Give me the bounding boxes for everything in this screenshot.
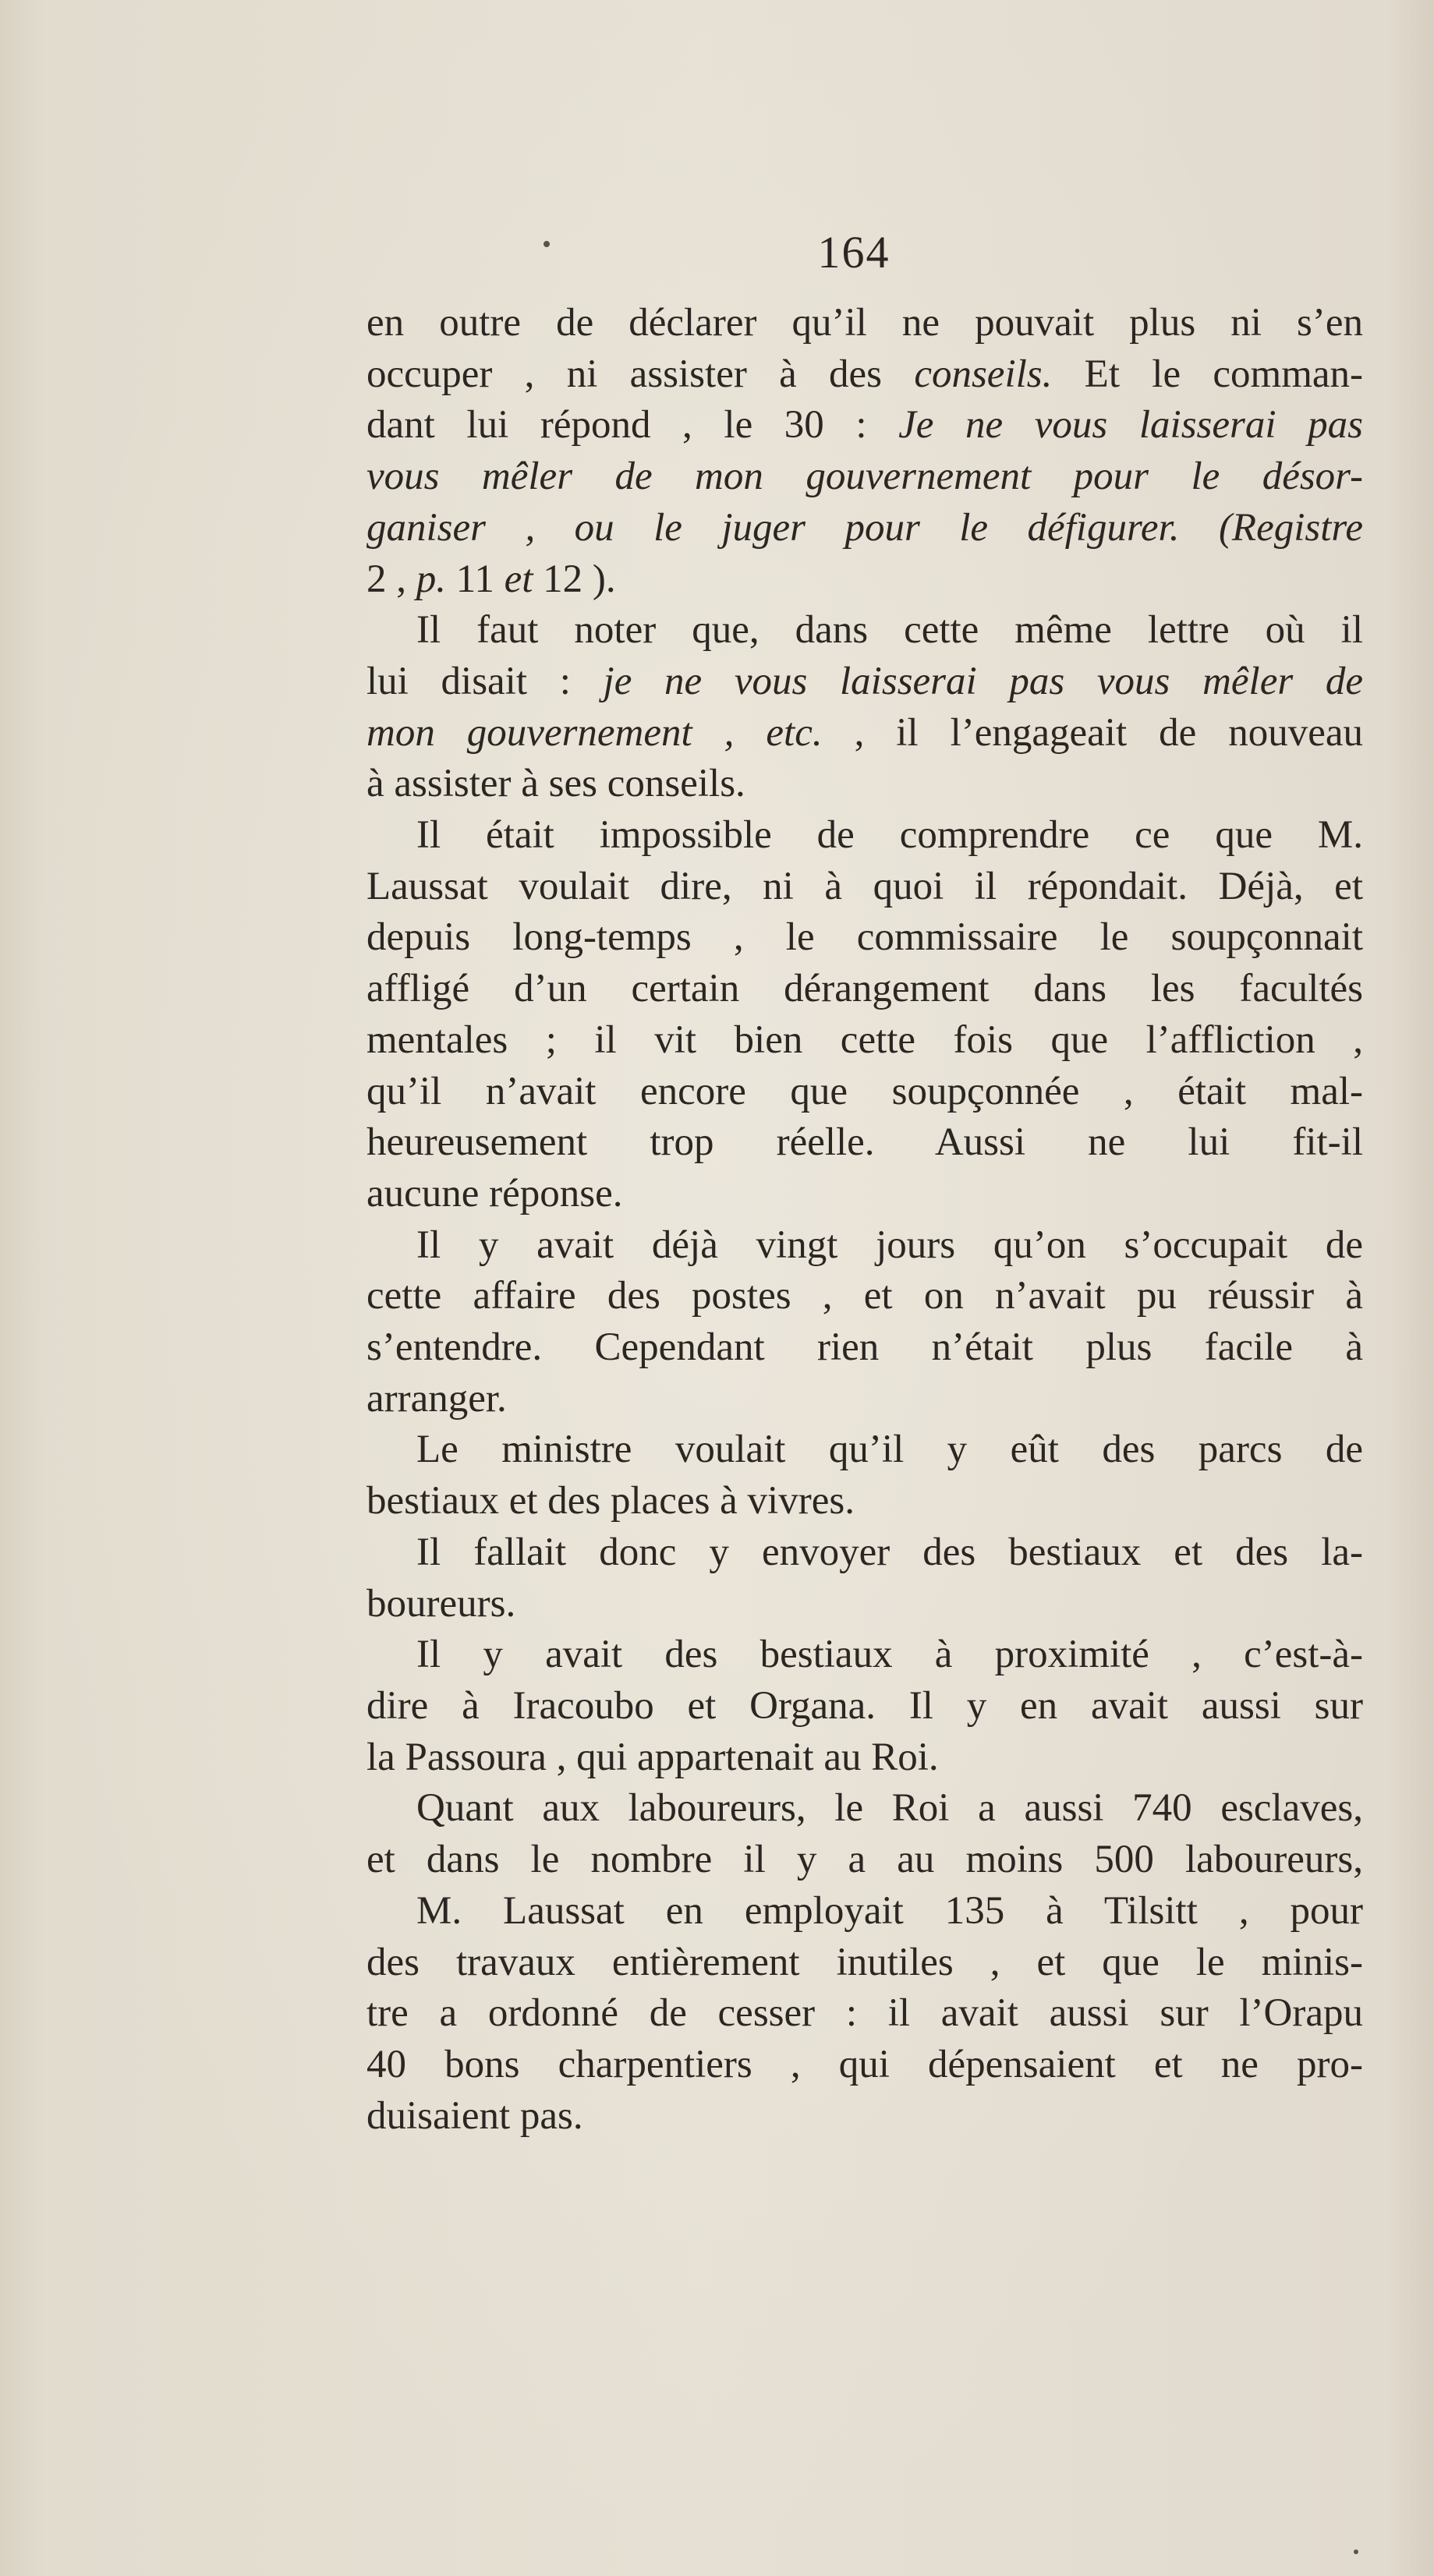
text-segment: occuper , ni assister à des bbox=[366, 352, 915, 396]
text-segment: dant lui répond , le 30 : bbox=[366, 403, 899, 448]
text-line bbox=[366, 656, 1363, 708]
text-line bbox=[366, 1629, 1363, 1681]
text-segment: depuis long-temps , le commissaire le soupçonnait bbox=[366, 915, 1363, 960]
text-line bbox=[366, 451, 1363, 503]
text-segment: arranger. bbox=[366, 1376, 507, 1421]
text-segment: dire à Iracoubo et Organa. Il y en avait aussi sur bbox=[366, 1683, 1363, 1728]
text-line bbox=[366, 1835, 1363, 1886]
text-line bbox=[366, 708, 1363, 759]
italic-text-segment: conseils. bbox=[914, 352, 1053, 396]
text-line bbox=[366, 1424, 1363, 1476]
text-line bbox=[366, 1681, 1363, 1732]
ink-speck bbox=[544, 241, 550, 247]
text-segment: à assister à ses conseils. bbox=[366, 762, 745, 806]
text-segment: lui disait : bbox=[366, 659, 604, 703]
text-line bbox=[366, 2091, 1363, 2143]
text-segment: Et le comman- bbox=[1052, 352, 1363, 396]
text-line bbox=[366, 1886, 1363, 1937]
ink-speck bbox=[1354, 2549, 1358, 2554]
text-line bbox=[366, 1527, 1363, 1579]
text-line bbox=[366, 1117, 1363, 1169]
text-segment: qu’il n’avait encore que soupçonnée , était mal- bbox=[366, 1069, 1363, 1113]
text-line bbox=[366, 759, 1363, 810]
text-segment: Laussat voulait dire, ni à quoi il répondait. Déjà, et bbox=[366, 864, 1363, 908]
text-line bbox=[366, 554, 1363, 606]
text-segment: cette affaire des postes , et on n’avait pu réussir à bbox=[366, 1274, 1363, 1318]
italic-text-segment: vous mêler de mon gouvernement pour le désor- bbox=[366, 455, 1363, 499]
italic-text-segment: mon gouvernement , etc. bbox=[366, 710, 823, 755]
page-body-text bbox=[366, 298, 1363, 2142]
text-segment: en outre de déclarer qu’il ne pouvait plus ni s’en bbox=[366, 301, 1363, 345]
text-segment: Il y avait déjà vingt jours qu’on s’occupait de bbox=[416, 1223, 1363, 1267]
text-segment: Il faut noter que, dans cette même lettre où il bbox=[416, 608, 1363, 653]
text-segment: aucune réponse. bbox=[366, 1171, 623, 1215]
italic-text-segment: je ne vous laisserai pas vous mêler de bbox=[603, 659, 1364, 703]
text-segment: 40 bons charpentiers , qui dépensaient et ne pro- bbox=[366, 2042, 1363, 2086]
text-line bbox=[366, 862, 1363, 913]
text-line bbox=[366, 400, 1363, 451]
text-segment: duisaient pas. bbox=[366, 2093, 583, 2138]
text-segment: 2 , bbox=[366, 557, 416, 601]
text-line bbox=[366, 964, 1363, 1015]
text-segment: , il l’engageait de nouveau bbox=[822, 710, 1363, 755]
text-line bbox=[366, 810, 1363, 862]
text-segment: Le ministre voulait qu’il y eût des parcs de bbox=[416, 1428, 1363, 1472]
text-segment: la Passoura , qui appartenait au Roi. bbox=[366, 1735, 939, 1779]
text-line bbox=[366, 1579, 1363, 1630]
text-segment: M. Laussat en employait 135 à Tilsitt , pour bbox=[416, 1888, 1363, 1933]
text-line bbox=[366, 1322, 1363, 1374]
text-line bbox=[366, 1476, 1363, 1527]
text-line bbox=[366, 1271, 1363, 1322]
text-segment: des travaux entièrement inutiles , et que le minis- bbox=[366, 1940, 1363, 1984]
text-segment: s’entendre. Cependant rien n’était plus facile à bbox=[366, 1325, 1363, 1370]
text-segment: Il fallait donc y envoyer des bestiaux et des la- bbox=[416, 1530, 1363, 1574]
text-segment: et dans le nombre il y a au moins 500 laboureurs, bbox=[366, 1838, 1363, 1882]
text-segment: Il y avait des bestiaux à proximité , c’est-à- bbox=[416, 1633, 1363, 1677]
text-line bbox=[366, 1015, 1363, 1067]
text-line bbox=[366, 1732, 1363, 1784]
italic-text-segment: ganiser , ou le juger pour le défigurer. (Registre bbox=[366, 505, 1363, 550]
text-line bbox=[366, 1067, 1363, 1118]
text-line bbox=[366, 1937, 1363, 1989]
text-line bbox=[366, 1169, 1363, 1220]
text-segment: 12 ). bbox=[533, 557, 616, 601]
italic-text-segment: et bbox=[504, 557, 533, 601]
text-line bbox=[366, 1374, 1363, 1425]
text-segment: Il était impossible de comprendre ce que M. bbox=[416, 813, 1363, 858]
text-line bbox=[366, 349, 1363, 401]
page-number: 164 bbox=[817, 227, 890, 278]
text-line bbox=[366, 605, 1363, 656]
text-segment: tre a ordonné de cesser : il avait aussi sur l’Orapu bbox=[366, 1991, 1363, 2036]
italic-text-segment: Je ne vous laisserai pas bbox=[898, 403, 1363, 448]
text-line bbox=[366, 298, 1363, 349]
text-line bbox=[366, 2040, 1363, 2091]
text-segment: 11 bbox=[446, 557, 505, 601]
text-line bbox=[366, 503, 1363, 554]
italic-text-segment: p. bbox=[416, 557, 446, 601]
text-segment: affligé d’un certain dérangement dans les facultés bbox=[366, 967, 1363, 1011]
text-line bbox=[366, 1988, 1363, 2040]
text-segment: mentales ; il vit bien cette fois que l’affliction , bbox=[366, 1017, 1363, 1062]
text-line bbox=[366, 1783, 1363, 1835]
text-line bbox=[366, 912, 1363, 964]
text-segment: heureusement trop réelle. Aussi ne lui fit-il bbox=[366, 1120, 1363, 1165]
text-segment: Quant aux laboureurs, le Roi a aussi 740 esclaves, bbox=[416, 1786, 1363, 1831]
text-line bbox=[366, 1220, 1363, 1272]
text-segment: bestiaux et des places à vivres. bbox=[366, 1479, 855, 1523]
text-segment: boureurs. bbox=[366, 1581, 516, 1626]
